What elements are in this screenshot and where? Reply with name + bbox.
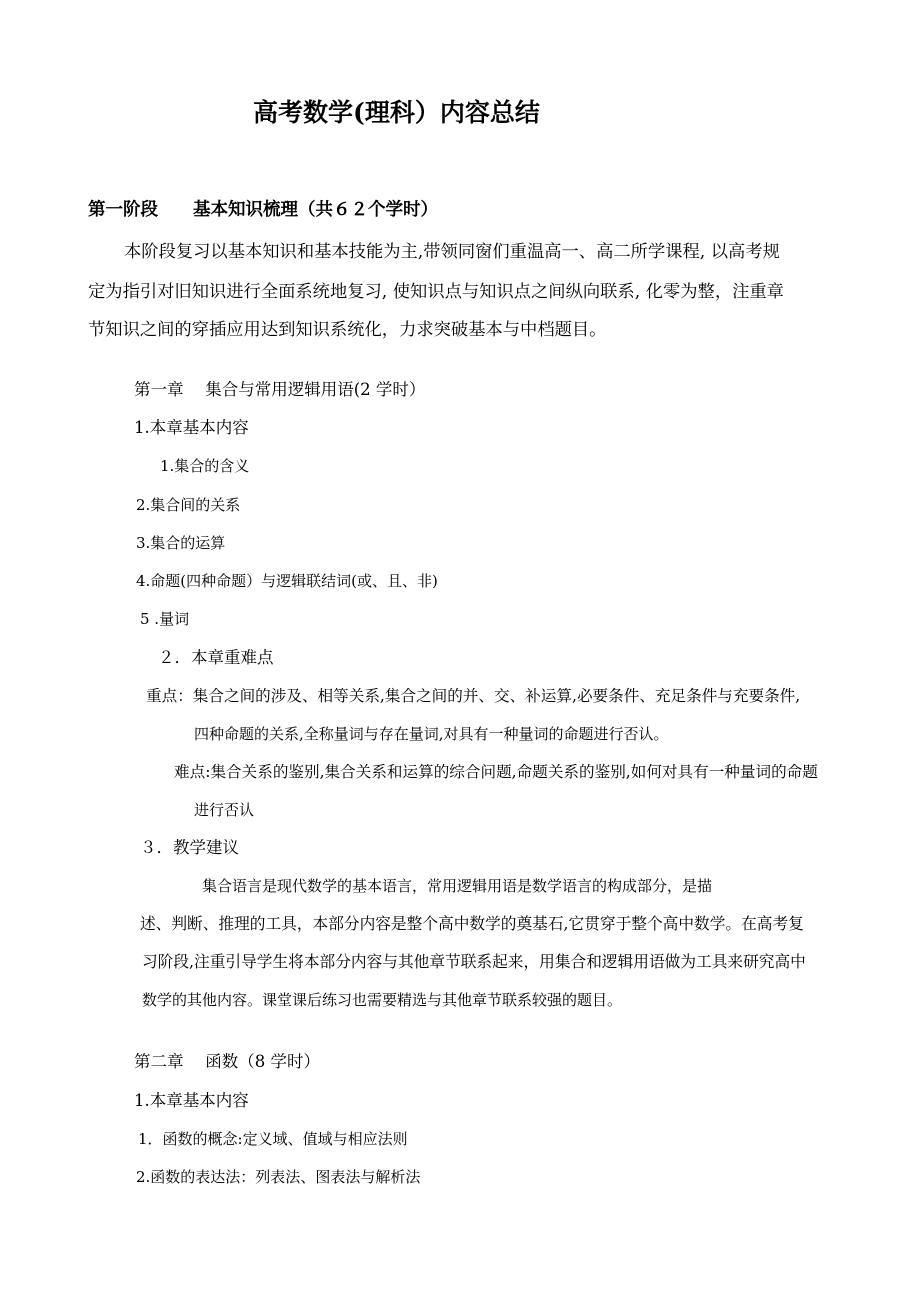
- section-heading: ３．教学建议: [140, 838, 239, 857]
- key-point-line: 重点：集合之间的涉及、相等关系,集合之间的并、交、补运算,必要条件、充足条件与充要条件,: [146, 687, 801, 705]
- content-item: 3.集合的运算: [136, 534, 226, 552]
- advice-line: 集合语言是现代数学的基本语言，常用逻辑用语是数学语言的构成部分，是描: [202, 877, 713, 895]
- chapter-heading: 第一章 集合与常用逻辑用语(2 学时）: [134, 380, 426, 399]
- stage-heading: 第一阶段 基本知识梳理（共６２个学时）: [88, 200, 438, 220]
- section-heading: ２．本章重难点: [158, 648, 274, 667]
- advice-line: 述、判断、推理的工具，本部分内容是整个高中数学的奠基石,它贯穿于整个高中数学。在高考复: [140, 914, 804, 933]
- intro-line: 节知识之间的穿插应用达到知识系统化，力求突破基本与中档题目。: [88, 320, 607, 340]
- content-item: 2.集合间的关系: [136, 496, 241, 514]
- content-item: 5 .量词: [140, 610, 190, 628]
- intro-line: 定为指引对旧知识进行全面系统地复习, 使知识点与知识点之间纵向联系, 化零为整，注重章: [88, 282, 784, 302]
- key-point-line: 四种命题的关系,全称量词与存在量词,对具有一种量词的命题进行否认。: [194, 725, 669, 743]
- section-heading: 1.本章基本内容: [134, 1091, 249, 1110]
- content-item: 4.命题(四种命题）与逻辑联结词(或、且、非): [136, 572, 438, 590]
- chapter-heading: 第二章 函数（8 学时）: [134, 1052, 320, 1071]
- content-item: 1.集合的含义: [160, 457, 250, 475]
- content-item: 2.函数的表达法：列表法、图表法与解析法: [136, 1168, 421, 1186]
- intro-line: 本阶段复习以基本知识和基本技能为主,带领同窗们重温高一、高二所学课程, 以高考规: [124, 242, 780, 262]
- advice-line: 数学的其他内容。课堂课后练习也需要精选与其他章节联系较强的题目。: [142, 991, 623, 1009]
- document-title: 高考数学(理科）内容总结: [253, 98, 540, 127]
- section-heading: 1.本章基本内容: [134, 418, 249, 437]
- difficulty-line: 难点:集合关系的鉴别,集合关系和运算的综合问题,命题关系的鉴别,如何对具有一种量词的命题: [174, 763, 818, 781]
- content-item: 1．函数的概念:定义域、值域与相应法则: [138, 1130, 408, 1148]
- difficulty-line: 进行否认: [194, 801, 255, 819]
- advice-line: 习阶段,注重引导学生将本部分内容与其他章节联系起来，用集合和逻辑用语做为工具来研究高中: [142, 952, 806, 971]
